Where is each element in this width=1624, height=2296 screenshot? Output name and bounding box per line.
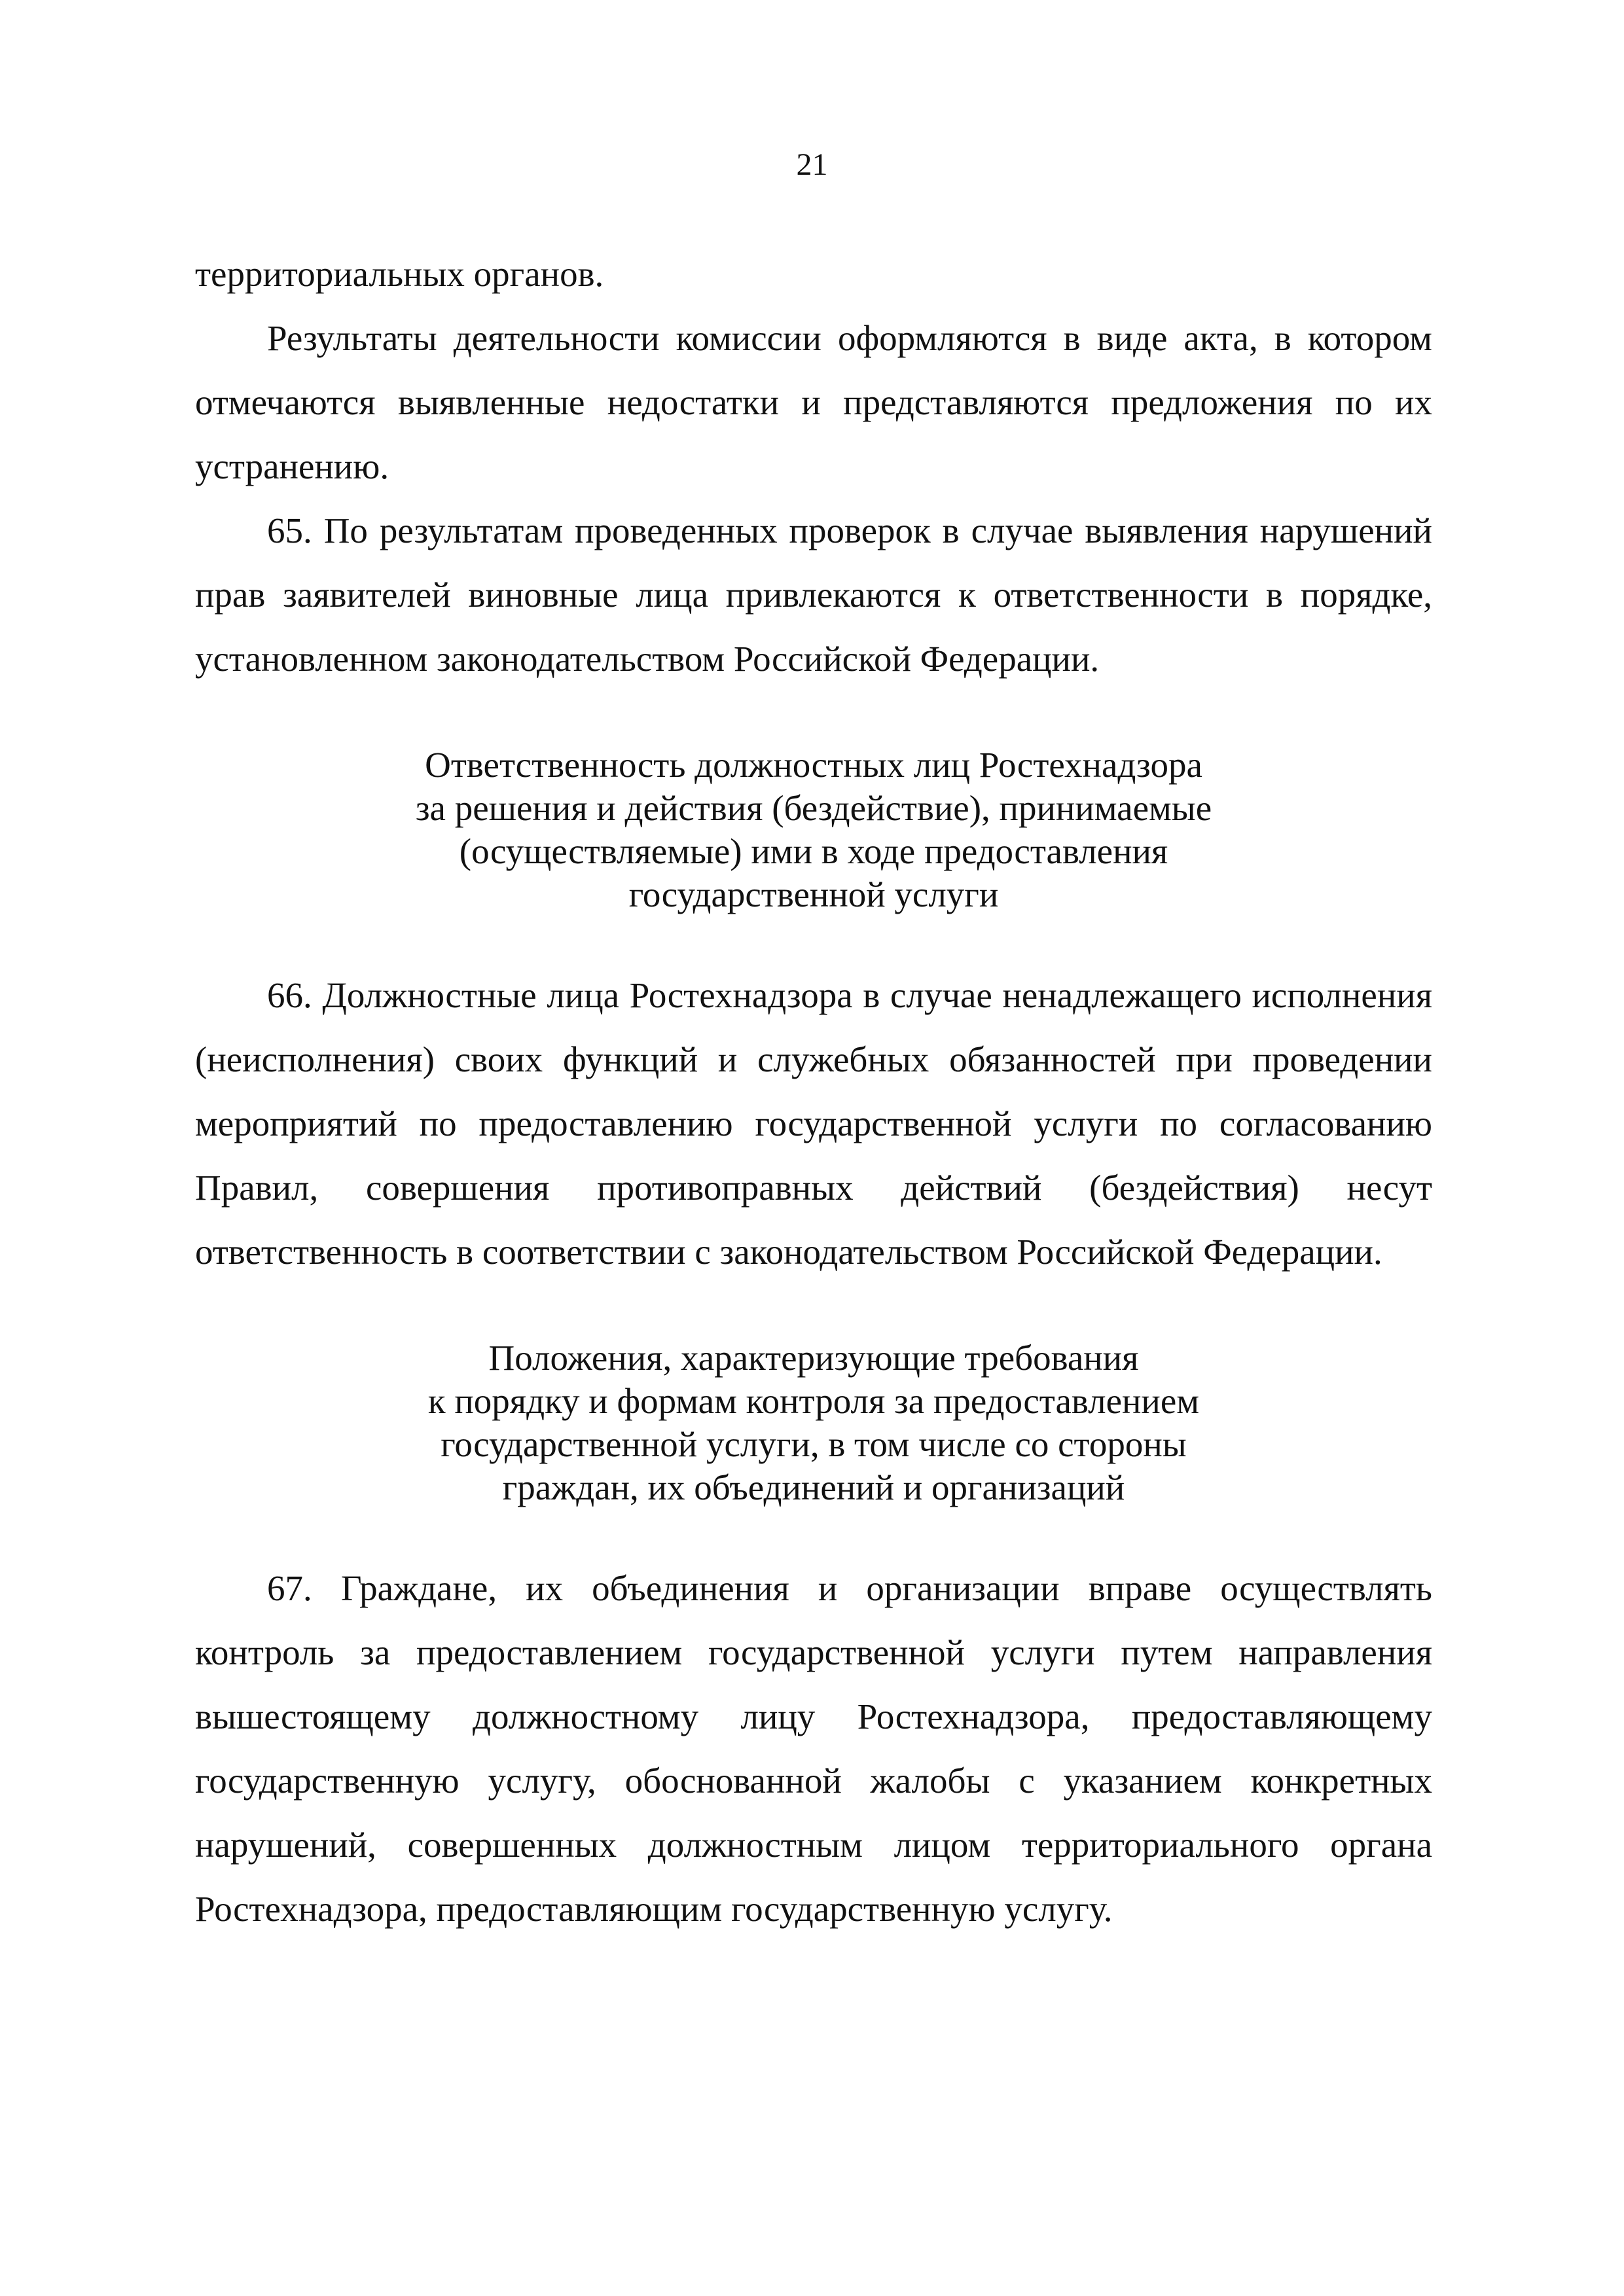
page-number: 21 [796, 147, 828, 182]
section-heading-control [195, 1336, 1432, 1509]
paragraph-66: 66. Должностные лица Ростехнадзора в случае ненадлежащего исполнения (неисполнения) своих функций и служебных обязанностей при проведении мероприятий по предоставлению государственной услуги по согласованию Правил, совершения противоправных действий (бездействия) несут ответственность в соответствии с законодательством Российской Федерации. [195, 975, 1432, 1272]
heading-line: (осуществляемые) ими в ходе предоставления [459, 831, 1168, 871]
heading-line: государственной услуги, в том числе со стороны [441, 1424, 1187, 1464]
heading-line: Положения, характеризующие требования [488, 1338, 1139, 1378]
section-heading-responsibility [195, 744, 1432, 916]
heading-line: за решения и действия (бездействие), принимаемые [415, 788, 1212, 828]
heading-line: Ответственность должностных лиц Ростехнадзора [425, 745, 1202, 785]
heading-line: к порядку и формам контроля за предоставлением [427, 1381, 1200, 1421]
paragraph-67: 67. Граждане, их объединения и организации вправе осуществлять контроль за предоставлением государственной услуги путем направления вышестоящему должностному лицу Ростехнадзора, предоставляющему государственную услугу, обоснованной жалобы с указанием конкретных нарушений, совершенных должностным лицом территориального органа Ростехнадзора, предоставляющим государственную услугу. [195, 1568, 1432, 1929]
heading-line: государственной услуги [628, 874, 999, 914]
paragraph-continuation: территориальных органов. [195, 254, 604, 294]
heading-line: граждан, их объединений и организаций [502, 1467, 1125, 1507]
document-body [195, 242, 1432, 1941]
paragraph-65: 65. По результатам проведенных проверок в случае выявления нарушений прав заявителей виновные лица привлекаются к ответственности в порядке, установленном законодательством Российской Федерации. [195, 511, 1432, 679]
paragraph-results: Результаты деятельности комиссии оформляются в виде акта, в котором отмечаются выявленные недостатки и представляются предложения по их устранению. [195, 318, 1432, 486]
